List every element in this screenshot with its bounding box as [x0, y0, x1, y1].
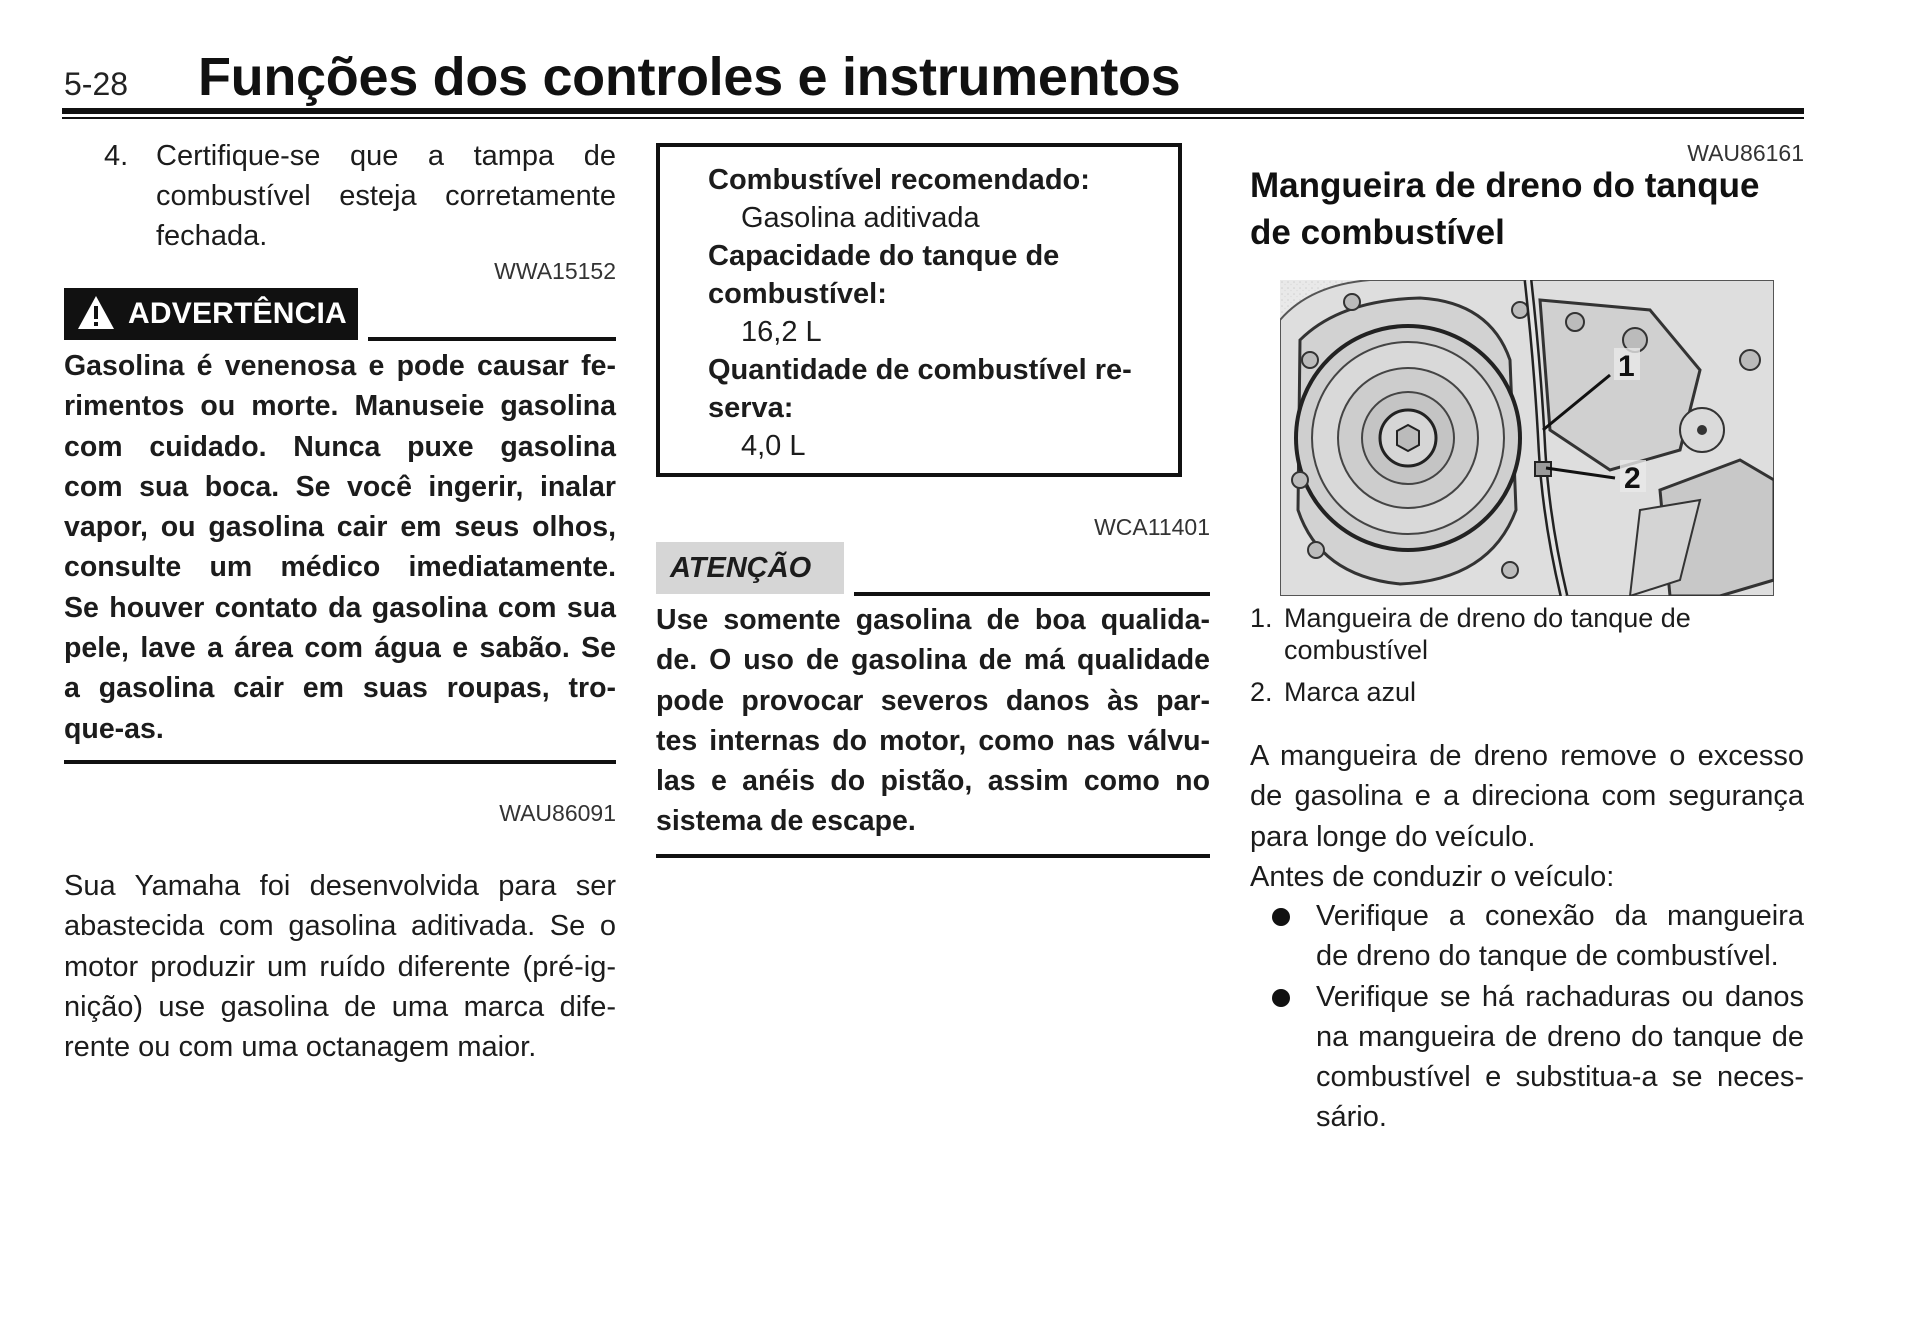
header-rule [62, 108, 1804, 114]
paragraph-line: Sua Yamaha foi desenvolvida para ser [64, 870, 616, 902]
paragraph-line: motor produzir um ruído diferente (pré-ig- [64, 950, 616, 983]
paragraph-line: rente ou com uma octanagem maior. [64, 1031, 537, 1064]
section-code-right: WAU86161 [1687, 140, 1804, 166]
caption-number: 2. [1250, 677, 1273, 707]
caution-end-rule [656, 854, 1210, 858]
paragraph-line: abastecida com gasolina aditivada. Se o [64, 910, 616, 943]
step-number: 4. [104, 140, 129, 172]
warning-line: Se houver contato da gasolina com sua [64, 591, 616, 624]
caution-header [656, 542, 844, 594]
tank-capacity-label: combustível: [708, 278, 887, 310]
warning-end-rule [64, 760, 616, 764]
warning-triangle-icon [76, 294, 116, 332]
check-list-item [1250, 977, 1804, 1138]
section-title-line: de combustível [1250, 213, 1505, 252]
tank-capacity-value: 16,2 L [741, 316, 822, 348]
recommended-fuel-label: Combustível recomendado: [708, 164, 1090, 196]
caution-line: sistema de escape. [656, 805, 916, 838]
caption-text: combustível [1284, 635, 1429, 665]
reserve-label: Quantidade de combustível re- [708, 354, 1132, 386]
body-line: A mangueira de dreno remove o excesso [1250, 740, 1804, 772]
paragraph-line: nição) use gasolina de uma marca dife- [64, 990, 616, 1023]
caption-number: 1. [1250, 603, 1273, 633]
section-title-line: Mangueira de dreno do tanque [1250, 166, 1760, 205]
caption-text: Marca azul [1284, 677, 1417, 707]
caption-text: Mangueira de dreno do tanque de [1284, 603, 1691, 633]
warning-line: a gasolina cair em suas roupas, tro- [64, 672, 616, 705]
bullet-line: Verifique se há rachaduras ou danos [1316, 980, 1804, 1013]
body-line: de gasolina e a direciona com segurança [1250, 780, 1804, 813]
warning-line: rimentos ou morte. Manuseie gasolina [64, 390, 616, 423]
figure-captions [1250, 602, 1806, 718]
warning-line: com cuidado. Nunca puxe gasolina [64, 430, 616, 463]
bullet-icon [1272, 908, 1290, 926]
caution-rule [854, 592, 1210, 596]
caption-item [1250, 676, 1806, 708]
step-line: Certifique-se que a tampa de [156, 140, 616, 172]
warning-line: com sua boca. Se você ingerir, inalar [64, 470, 616, 503]
caution-line: de. O uso de gasolina de má qualidade [656, 644, 1210, 677]
bullet-icon [1272, 989, 1290, 1007]
section-code: WAU86091 [499, 800, 616, 826]
caution-text [656, 600, 1210, 842]
fuel-paragraph [64, 866, 616, 1067]
drain-hose-figure [1280, 280, 1774, 596]
caution-label: ATENÇÃO [670, 552, 812, 584]
recommended-fuel-value: Gasolina aditivada [741, 202, 980, 234]
bullet-line: na mangueira de dreno do tanque de [1316, 1020, 1804, 1053]
warning-line: consulte um médico imediatamente. [64, 551, 616, 584]
fuel-spec-box [656, 143, 1182, 477]
warning-text [64, 346, 616, 749]
bullet-line: Verifique a conexão da mangueira [1316, 900, 1804, 932]
body-line: Antes de conduzir o veículo: [1250, 860, 1615, 893]
bullet-line: combustível e substitua-a se neces- [1316, 1061, 1804, 1094]
page-number: 5-28 [64, 66, 129, 102]
bullet-line: de dreno do tanque de combustível. [1316, 940, 1779, 973]
caution-line: tes internas do motor, como nas válvu- [656, 724, 1210, 757]
warning-line: que-as. [64, 712, 164, 745]
drain-hose-paragraph [1250, 736, 1804, 897]
section-title [1250, 162, 1810, 256]
check-list-item [1250, 896, 1804, 977]
figure-label-1: 1 [1618, 350, 1635, 383]
figure-label-2: 2 [1624, 462, 1641, 495]
warning-header [64, 288, 358, 340]
warning-label: ADVERTÊNCIA [128, 297, 347, 330]
caution-line: Use somente gasolina de boa qualida- [656, 604, 1210, 636]
bullet-line: sário. [1316, 1101, 1387, 1134]
warning-code: WWA15152 [494, 258, 616, 284]
reserve-value: 4,0 L [741, 430, 806, 462]
header-rule-thin [62, 117, 1804, 119]
caption-item [1250, 602, 1806, 666]
caution-line: pode provocar severos danos às par- [656, 684, 1210, 717]
warning-line: pele, lave a área com água e sabão. Se [64, 632, 616, 665]
reserve-label: serva: [708, 392, 794, 424]
warning-line: vapor, ou gasolina cair em seus olhos, [64, 511, 616, 544]
caution-code: WCA11401 [1094, 514, 1210, 540]
step-item [104, 136, 616, 256]
tank-capacity-label: Capacidade do tanque de [708, 240, 1060, 272]
step-text [156, 136, 616, 256]
caution-line: las e anéis do pistão, assim como no [656, 765, 1210, 798]
body-line: para longe do veículo. [1250, 820, 1536, 853]
warning-line: Gasolina é venenosa e pode causar fe- [64, 350, 616, 382]
check-list [1250, 896, 1804, 1138]
warning-rule [368, 337, 616, 341]
page-title: Funções dos controles e instrumentos [198, 47, 1181, 107]
step-line: fechada. [156, 220, 268, 252]
step-line: combustível esteja corretamente [156, 180, 616, 212]
